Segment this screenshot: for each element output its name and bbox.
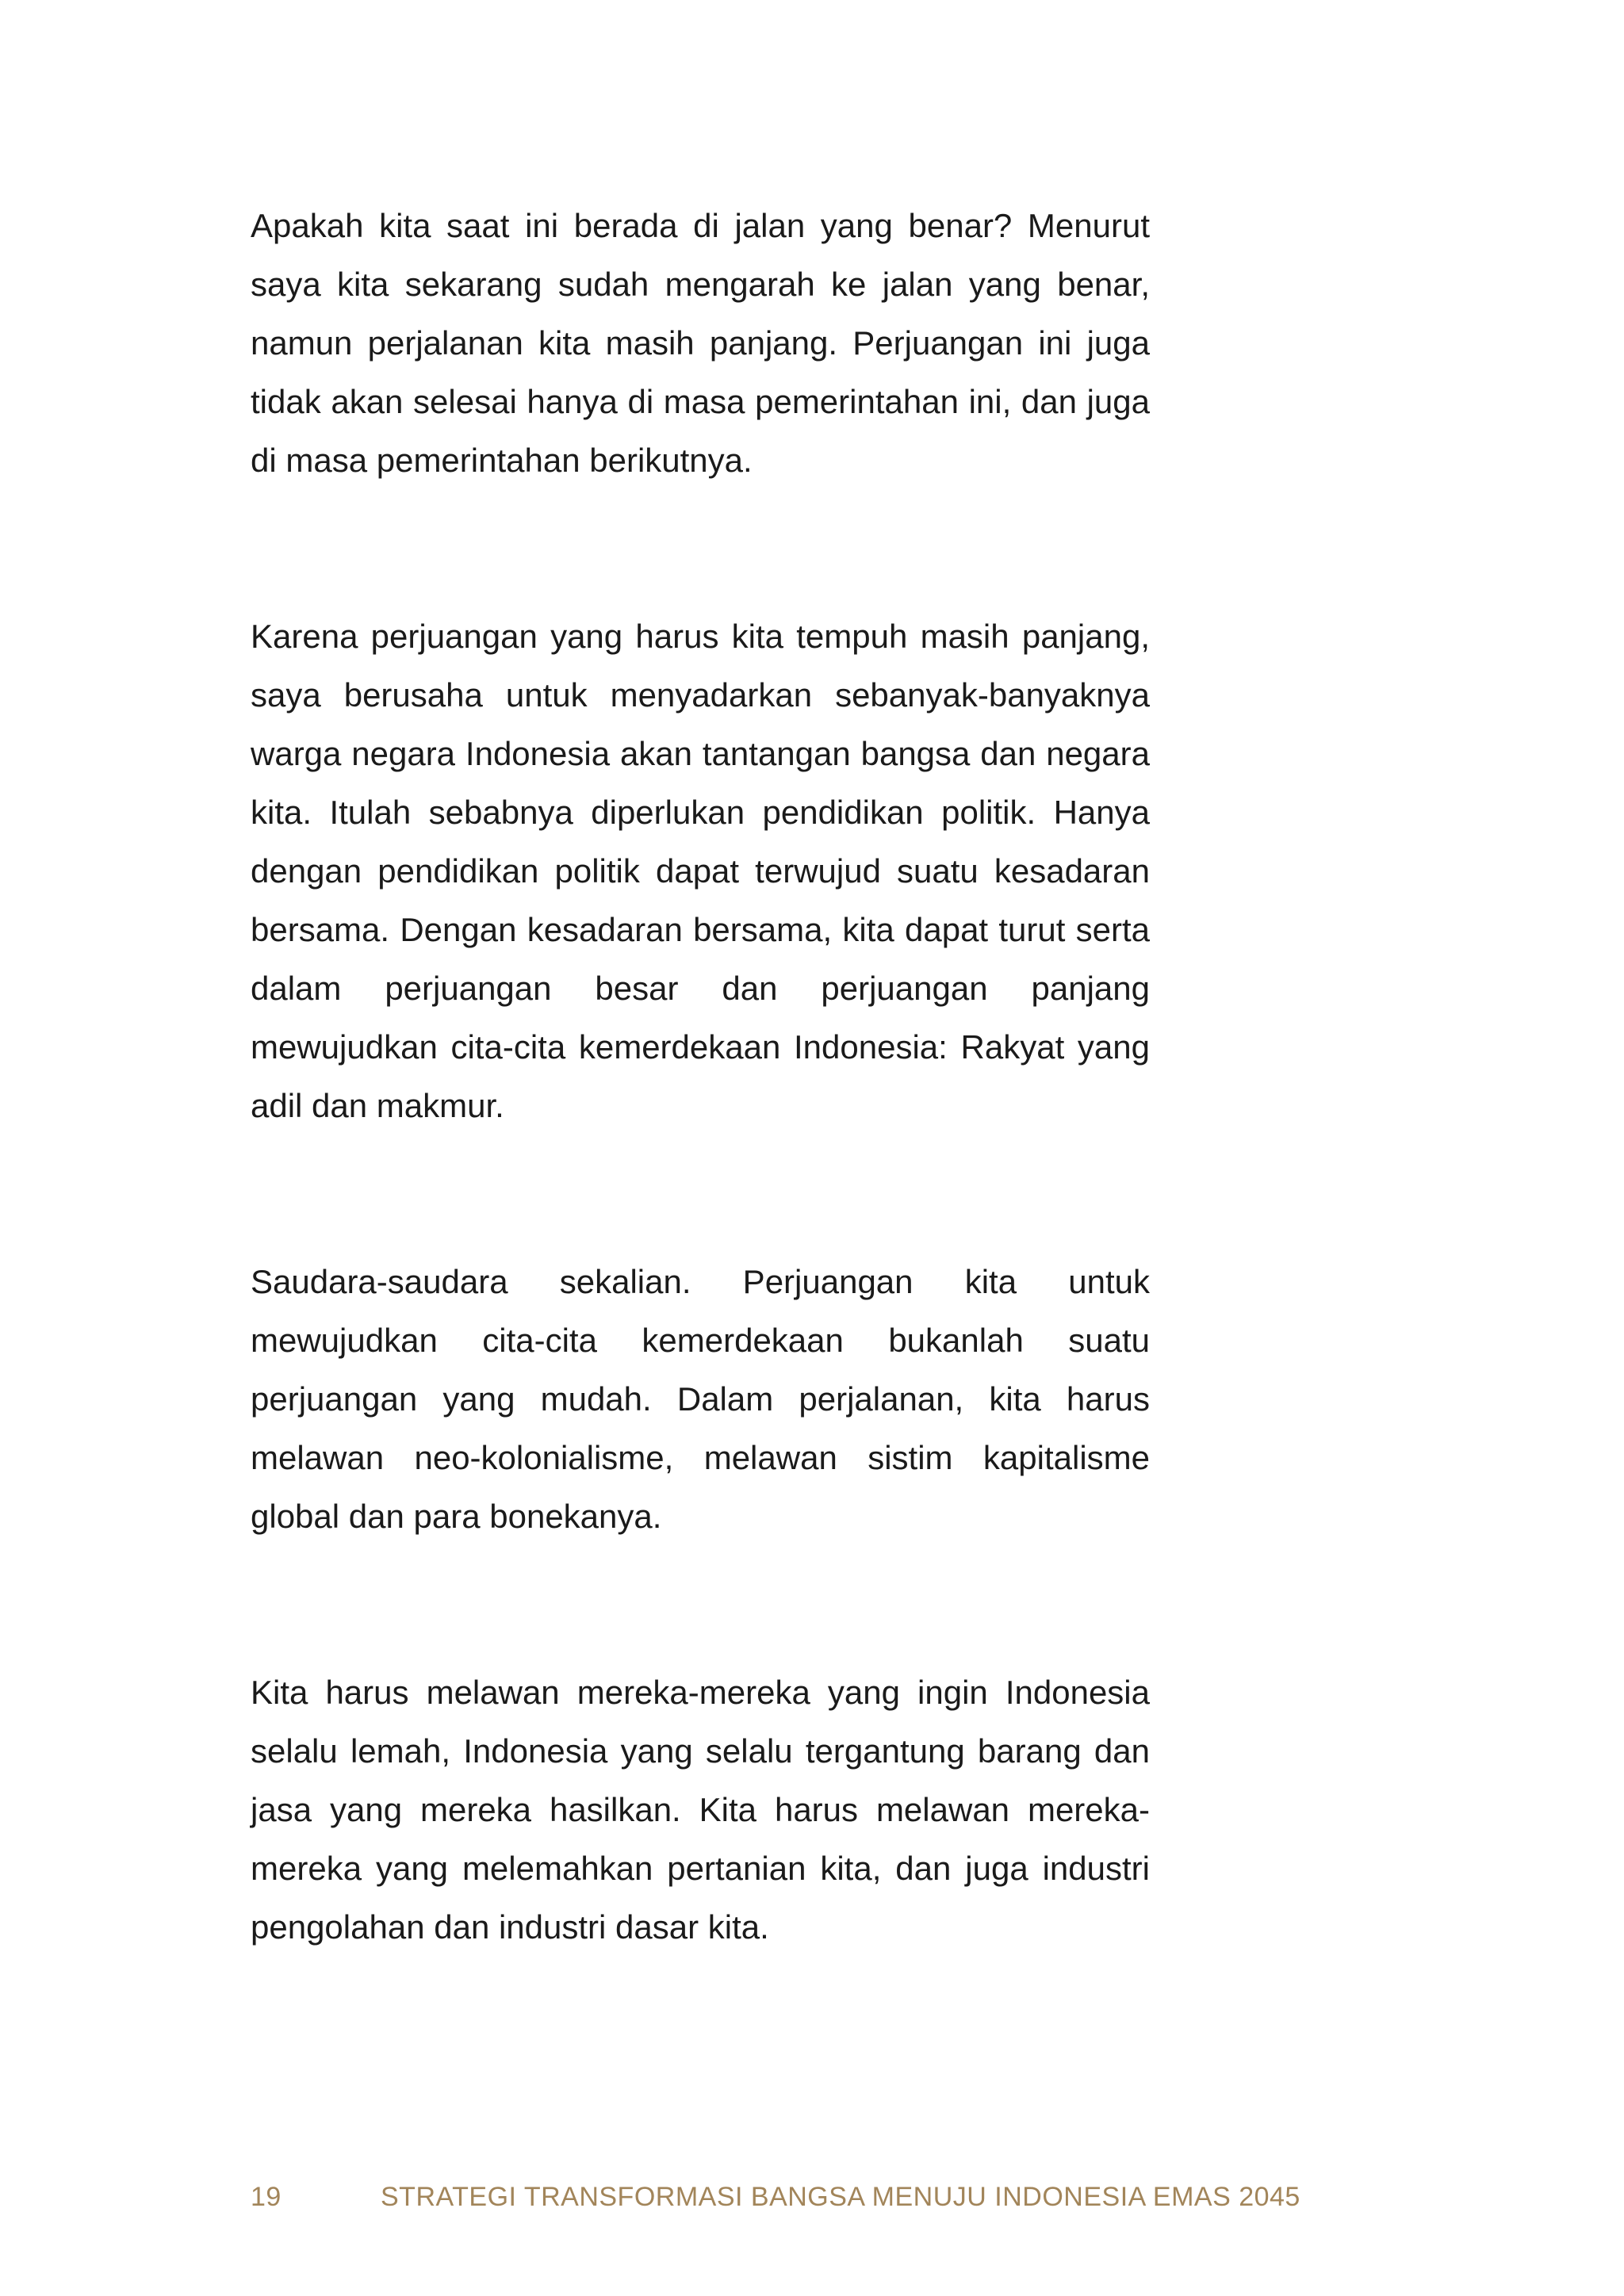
paragraph-1: Apakah kita saat ini berada di jalan yang benar? Menurut saya kita sekarang sudah mengarah ke jalan yang benar, namun perjalanan kita masih panjang. Perjuangan ini juga tidak akan selesai hanya di masa pemerintahan ini, dan juga di masa pemerintahan berikutnya. [251, 207, 1150, 479]
paragraph-4: Kita harus melawan mereka-mereka yang ingin Indonesia selalu lemah, Indonesia yang selalu tergantung barang dan jasa yang mereka hasilkan. Kita harus melawan mereka-mereka yang melemahkan pertanian kita, dan juga industri pengolahan dan industri dasar kita. [251, 1674, 1150, 1946]
body-text [251, 197, 1150, 2074]
page-footer [0, 2182, 1624, 2221]
paragraph-2: Karena perjuangan yang harus kita tempuh masih panjang, saya berusaha untuk menyadarkan sebanyak-banyaknya warga negara Indonesia akan tantangan bangsa dan negara kita. Itulah sebabnya diperlukan pendidikan politik. Hanya dengan pendidikan politik dapat terwujud suatu kesadaran bersama. Dengan kesadaran bersama, kita dapat turut serta dalam perjuangan besar dan perjuangan panjang mewujudkan cita-cita kemerdekaan Indonesia: Rakyat yang adil dan makmur. [251, 618, 1150, 1124]
page-number: 19 [251, 2182, 282, 2212]
paragraph-3: Saudara-saudara sekalian. Perjuangan kita untuk mewujudkan cita-cita kemerdekaan bukanlah suatu perjuangan yang mudah. Dalam perjalanan, kita harus melawan neo-kolonialisme, melawan sistim kapitalisme global dan para bonekanya. [251, 1263, 1150, 1535]
running-title: STRATEGI TRANSFORMASI BANGSA MENUJU INDONESIA EMAS 2045 [381, 2182, 1300, 2212]
